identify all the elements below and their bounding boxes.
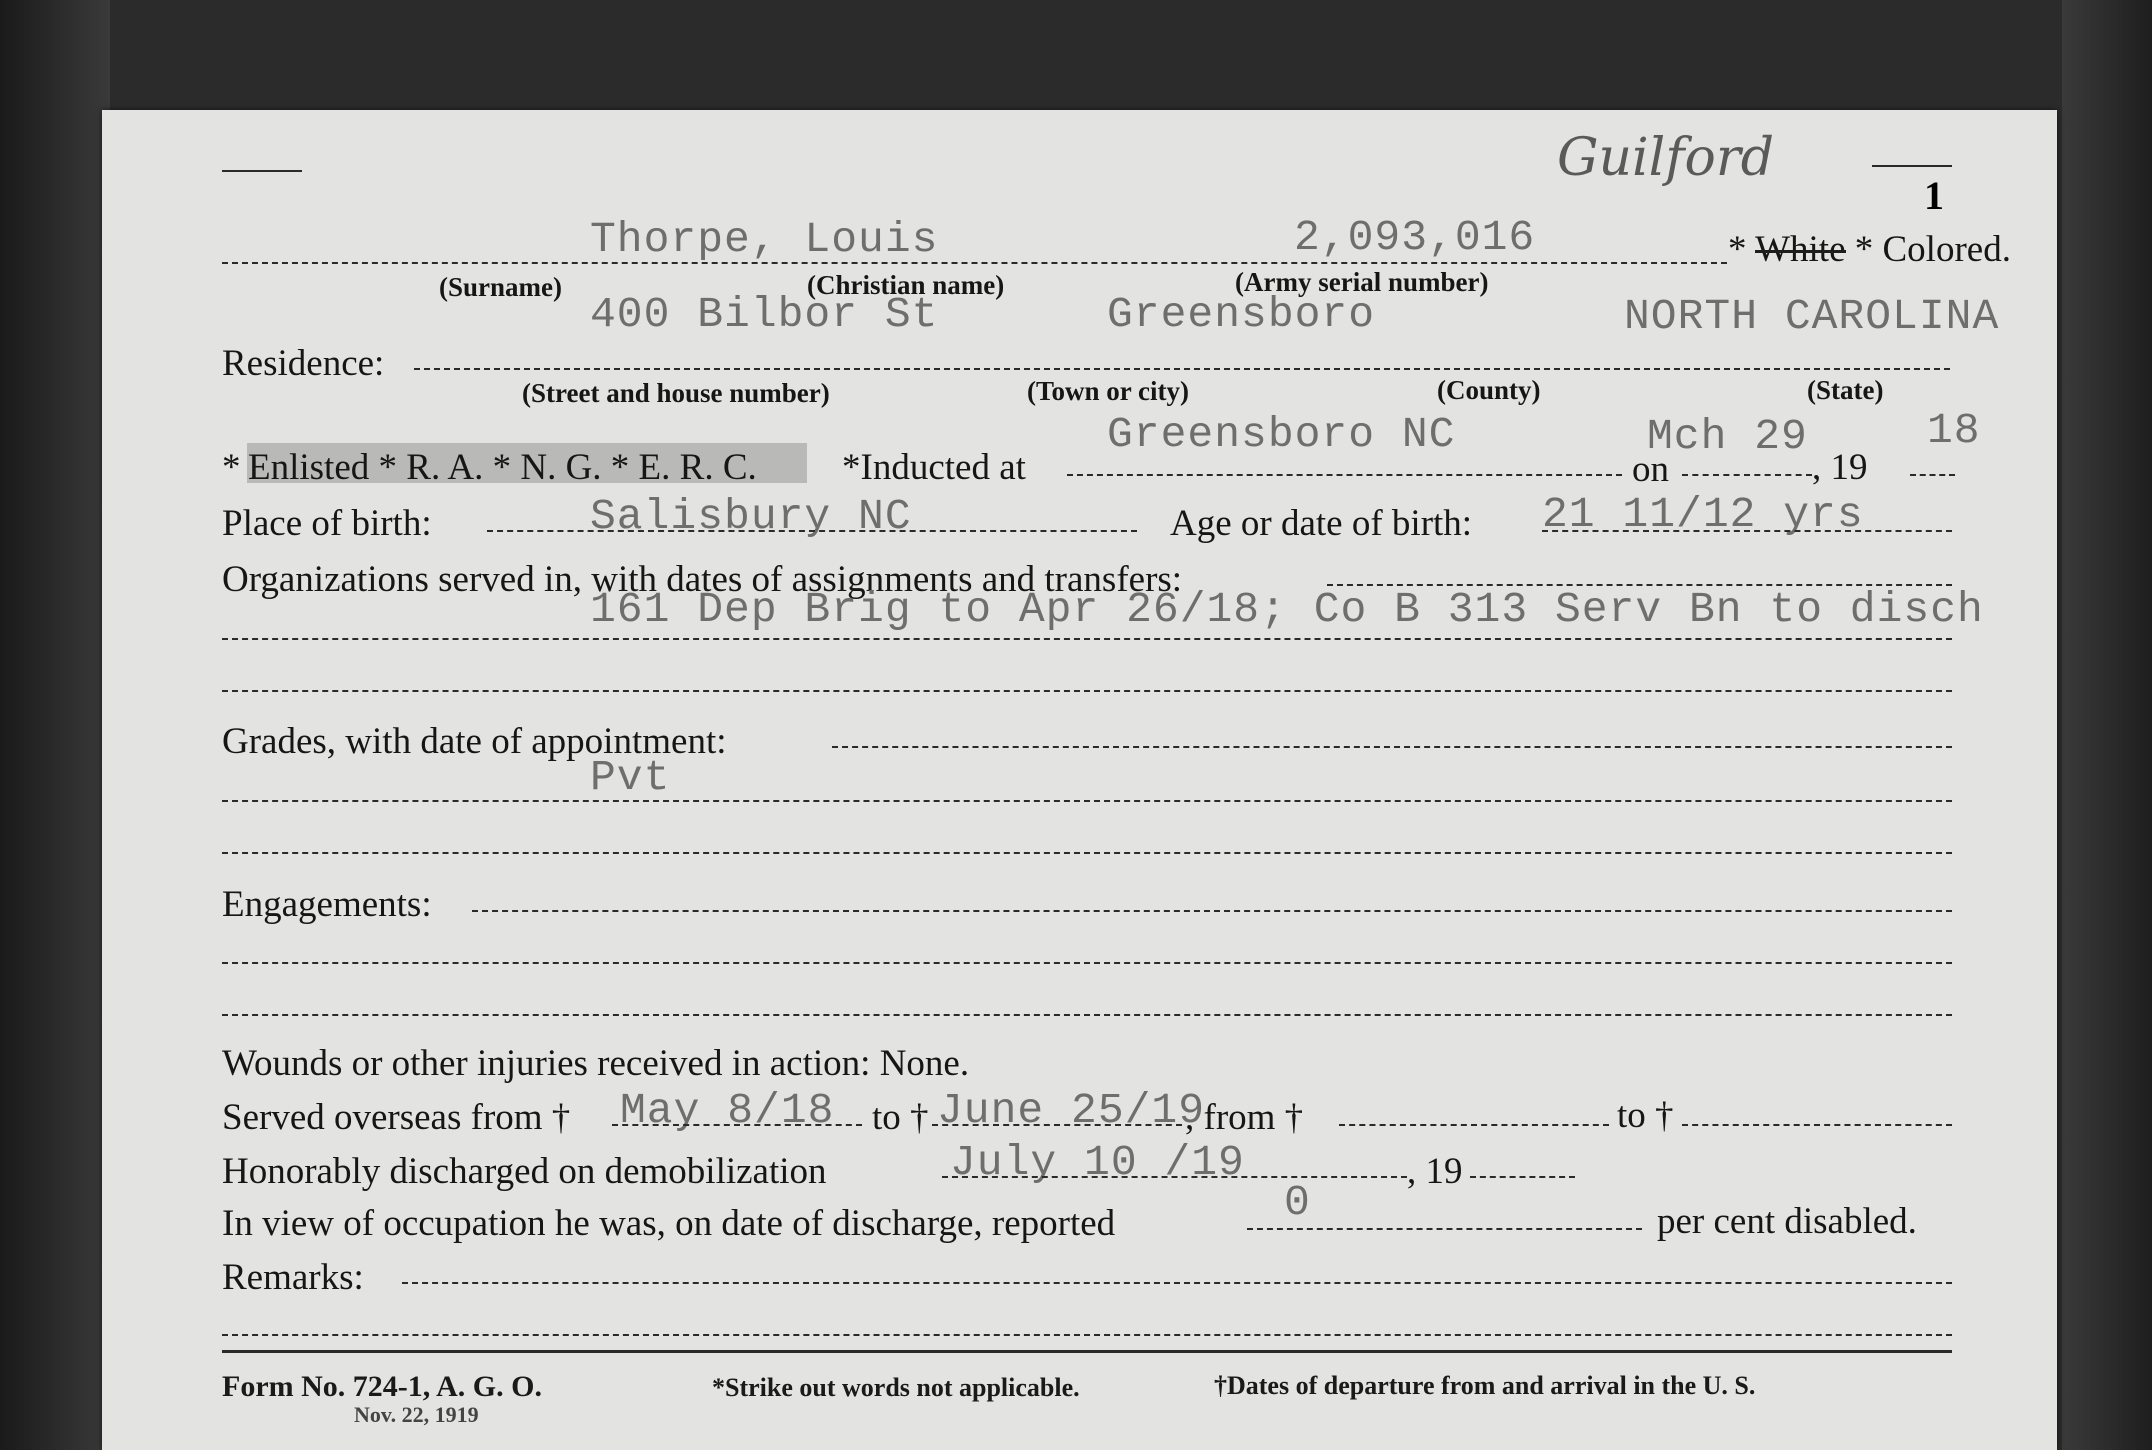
organizations-line-2: [222, 638, 1952, 640]
top-right-rule: [1872, 165, 1952, 167]
overseas-from: May 8/18: [620, 1086, 835, 1135]
organizations-label: Organizations served in, with dates of assignments and transfers:: [222, 559, 1183, 600]
residence-label: Residence:: [222, 343, 385, 384]
inducted-year-prefix: , 19: [1812, 447, 1868, 488]
engagements-line-1: [472, 910, 1952, 912]
remarks-line-2: [222, 1334, 1952, 1336]
grades-line-3: [222, 852, 1952, 854]
organizations-line-3: [222, 690, 1952, 692]
discharge-year-suffix: , 19: [1407, 1151, 1463, 1192]
inducted-year-line: [1910, 474, 1955, 476]
discharge-label: Honorably discharged on demobilization: [222, 1151, 827, 1192]
inducted-date-line: [1682, 474, 1812, 476]
top-left-rule: [222, 170, 302, 172]
dates-note: †Dates of departure from and arrival in the U. S.: [1214, 1371, 1756, 1400]
name-value: Thorpe, Louis: [590, 215, 939, 264]
enlistment-types: Enlisted * R. A. * N. G. * E. R. C.: [248, 447, 757, 488]
form-number: Form No. 724-1, A. G. O.: [222, 1370, 542, 1403]
inducted-date: Mch 29: [1647, 412, 1808, 461]
residence-state: NORTH CAROLINA: [1624, 292, 2000, 341]
overseas-from2-label: , from †: [1185, 1097, 1304, 1138]
overseas-to-label: to †: [872, 1097, 929, 1138]
inducted-place: Greensboro NC: [1107, 410, 1456, 459]
inducted-place-line: [1067, 474, 1622, 476]
footer-rule: [222, 1350, 1952, 1353]
age-value: 21 11/12 yrs: [1542, 490, 1864, 539]
town-caption: (Town or city): [1027, 376, 1189, 406]
birthplace-line: [487, 530, 1137, 532]
engagements-line-3: [222, 1014, 1952, 1016]
residence-street: 400 Bilbor St: [590, 290, 939, 339]
service-record-card: [102, 110, 2057, 1450]
grades-label: Grades, with date of appointment:: [222, 721, 727, 762]
christian-name-caption: (Christian name): [807, 270, 1005, 300]
engagements-line-2: [222, 962, 1952, 964]
handwritten-county-note: Guilford: [1557, 128, 1774, 188]
serial-value: 2,093,016: [1294, 213, 1536, 262]
card-number: 1: [1924, 173, 1944, 218]
scan-right-edge: [2062, 0, 2152, 1450]
grades-line-2: [222, 800, 1952, 802]
birthplace-label: Place of birth:: [222, 503, 432, 544]
county-caption: (County): [1437, 375, 1541, 405]
overseas-to2-label: to †: [1617, 1095, 1674, 1136]
wounds-label: Wounds or other injuries received in action:: [222, 1043, 871, 1084]
scan-left-edge: [0, 0, 110, 1450]
race-colored: * Colored.: [1854, 229, 2011, 270]
surname-caption: (Surname): [439, 272, 562, 302]
race-field: * White * Colored.: [1728, 229, 2011, 270]
disability-suffix: per cent disabled.: [1657, 1201, 1917, 1242]
residence-town: Greensboro: [1107, 290, 1376, 339]
overseas-from-line: [612, 1124, 862, 1126]
grades-line-1: [832, 746, 1952, 748]
birthplace-value: Salisbury NC: [590, 492, 912, 541]
name-line: [222, 262, 1727, 264]
discharge-date-line: [942, 1176, 1407, 1178]
on-label: on: [1632, 449, 1669, 490]
age-label: Age or date of birth:: [1170, 503, 1473, 544]
overseas-to-line: [932, 1124, 1182, 1126]
enlisted-prefix: *: [222, 447, 241, 488]
street-caption: (Street and house number): [522, 378, 830, 408]
overseas-from2-line: [1339, 1124, 1609, 1126]
wounds-field: [222, 1042, 969, 1085]
serial-caption: (Army serial number): [1235, 267, 1489, 297]
disability-line: [1247, 1228, 1642, 1230]
discharge-year-line: [1470, 1176, 1575, 1178]
organizations-value: 161 Dep Brig to Apr 26/18; Co B 313 Serv Bn to disch: [590, 585, 1984, 634]
discharge-date: July 10 /19: [950, 1138, 1245, 1187]
race-white-struck: White: [1755, 229, 1846, 270]
inducted-year: 18: [1927, 406, 1981, 455]
form-date: Nov. 22, 1919: [354, 1402, 479, 1427]
inducted-label: *Inducted at: [842, 447, 1026, 488]
overseas-label: Served overseas from †: [222, 1097, 571, 1138]
state-caption: (State): [1807, 375, 1884, 405]
disability-label: In view of occupation he was, on date of discharge, reported: [222, 1203, 1116, 1244]
overseas-to: June 25/19: [937, 1086, 1206, 1135]
remarks-line-1: [402, 1282, 1952, 1284]
age-line: [1542, 530, 1952, 532]
residence-line: [414, 368, 1950, 370]
grades-value: Pvt: [590, 753, 671, 802]
strike-note: *Strike out words not applicable.: [712, 1373, 1080, 1402]
remarks-label: Remarks:: [222, 1257, 364, 1298]
disability-value: 0: [1284, 1178, 1311, 1227]
engagements-label: Engagements:: [222, 884, 432, 925]
wounds-value: None.: [879, 1043, 970, 1084]
overseas-to2-line: [1682, 1124, 1952, 1126]
